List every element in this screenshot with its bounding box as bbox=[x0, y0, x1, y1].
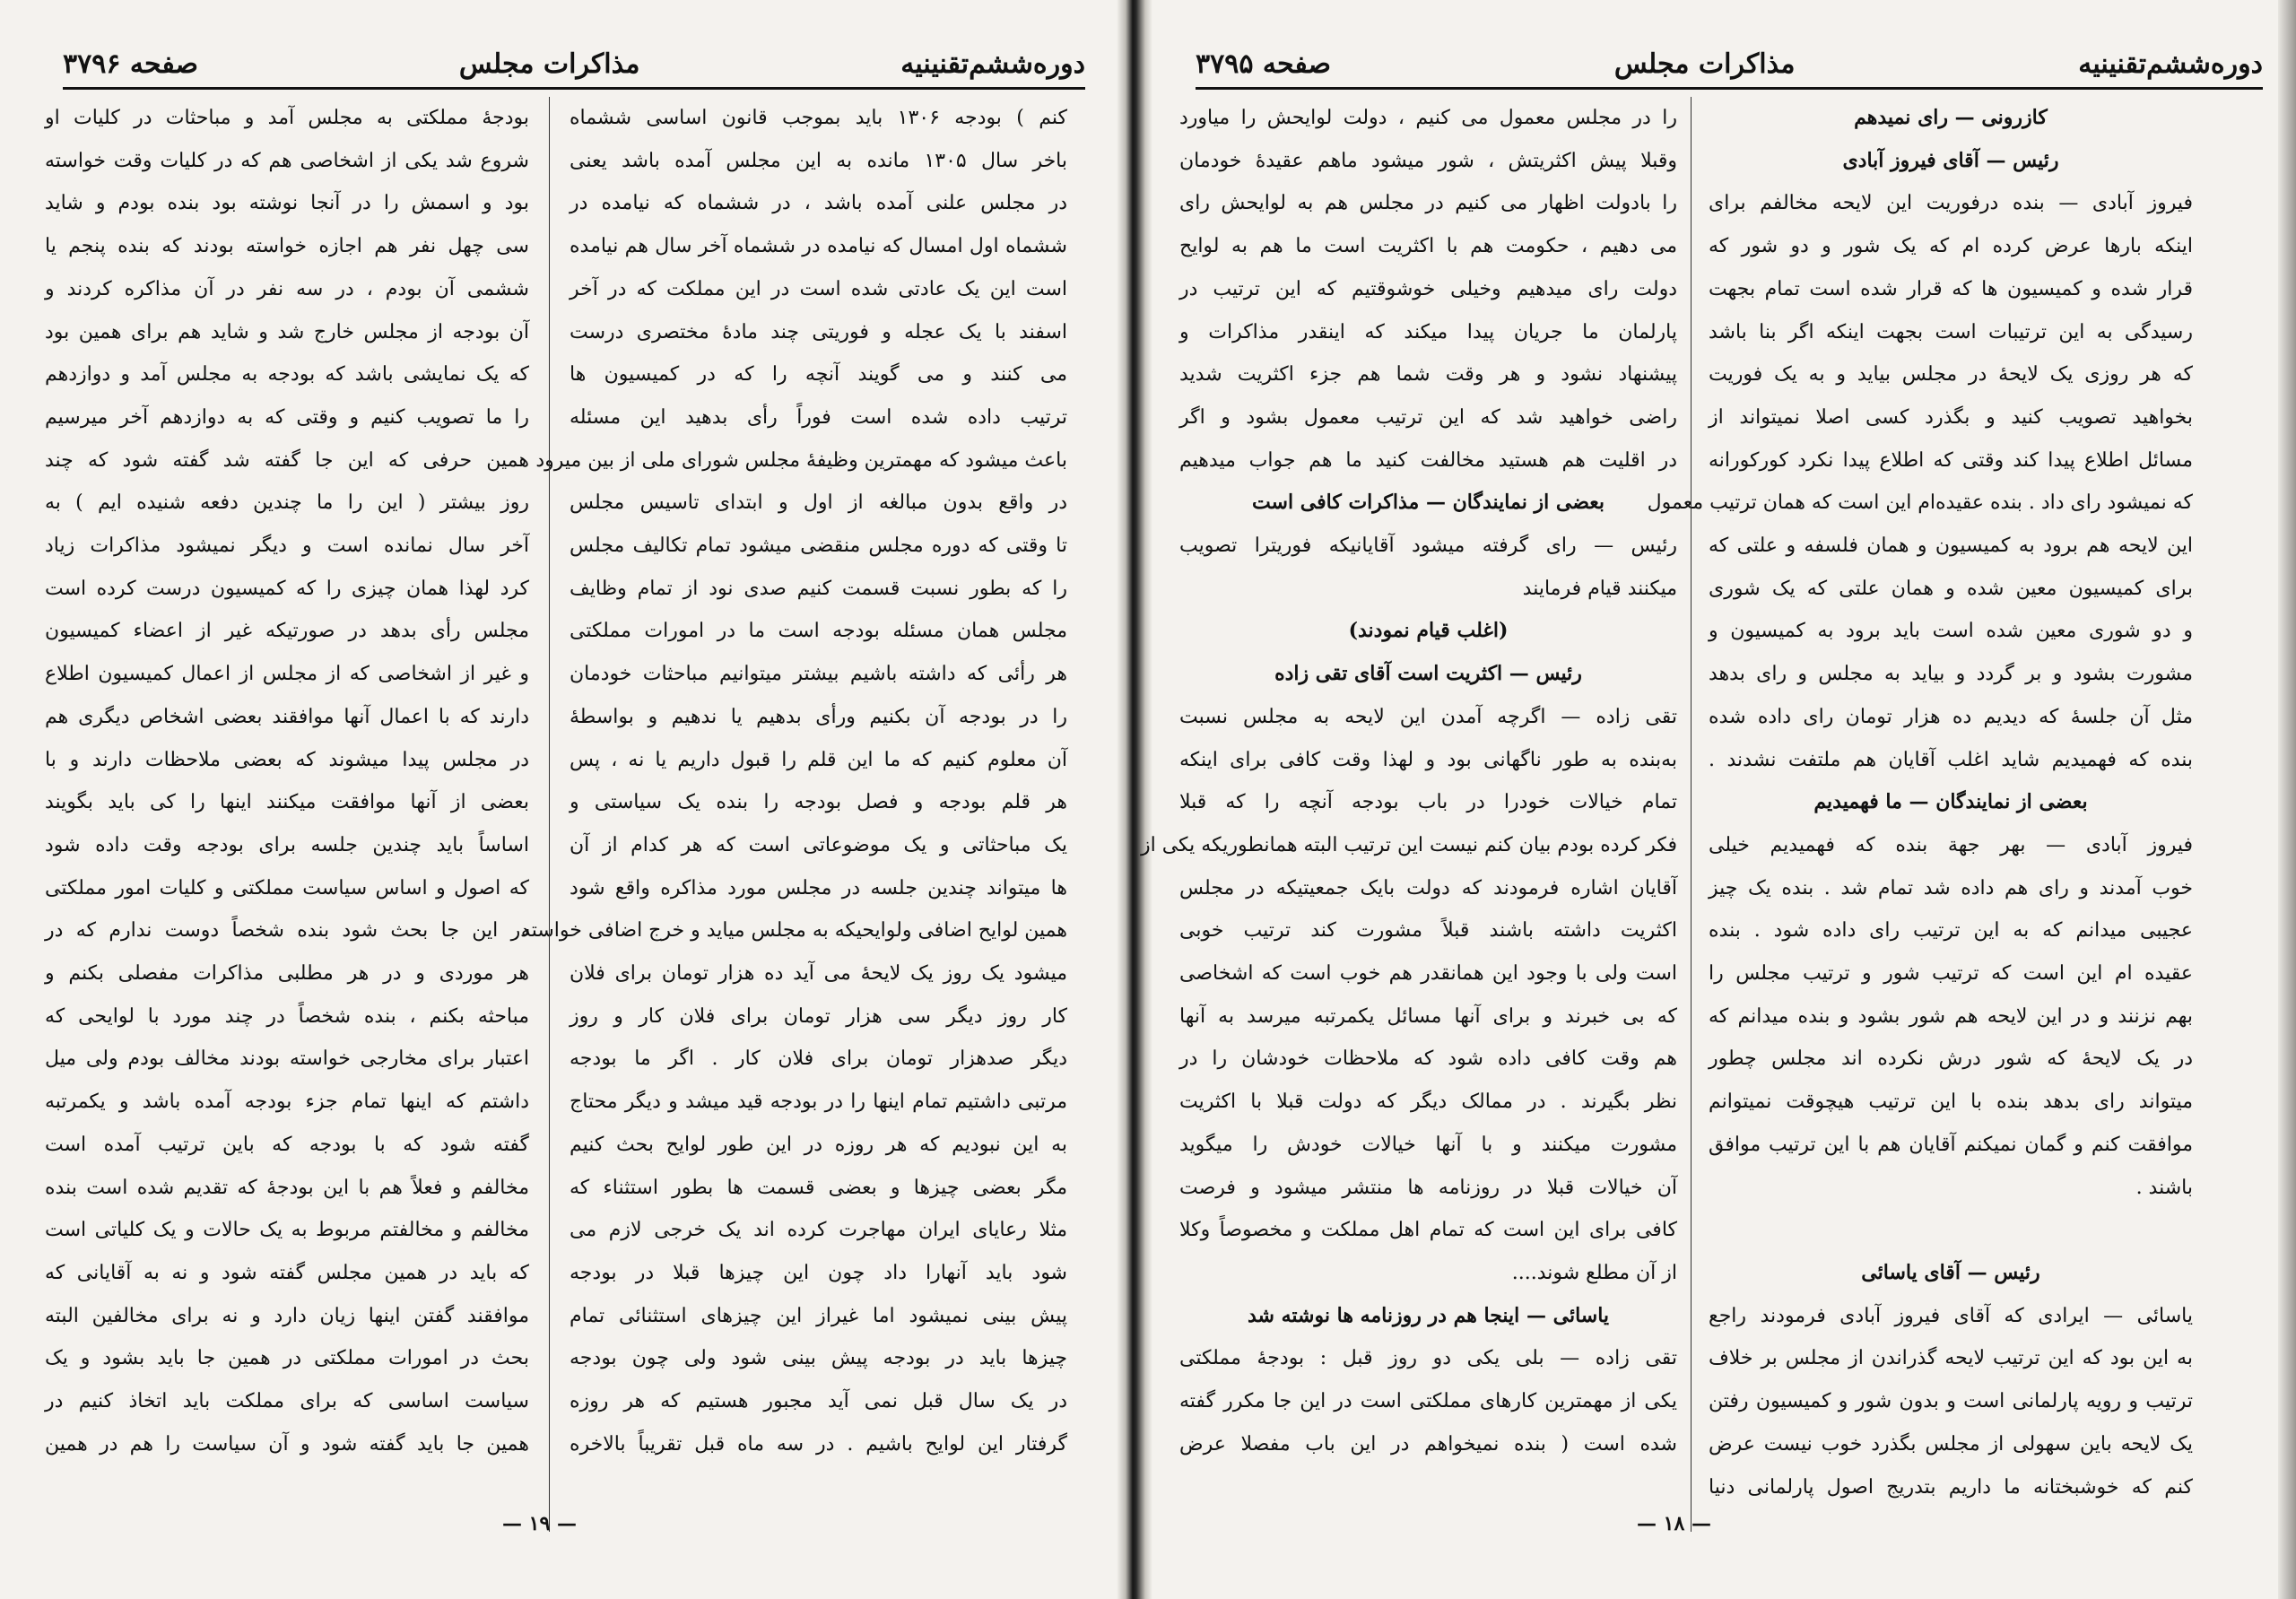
text-line: در یک لایحهٔ که شور درش نکرده اند مجلس چطور bbox=[1709, 1047, 2193, 1071]
text-line: تقی زاده — بلی یکی دو روز قبل : بودجهٔ مملکتی bbox=[1179, 1347, 1677, 1370]
text-line: بعضی از آنها موافقت میکنند اینها را کی باید بگویند bbox=[45, 791, 529, 814]
text-line: ششمی آن بودم ، در سه نفر در آن مذاکره کردند و bbox=[45, 277, 529, 300]
text-line: رسیدگی به این ترتیبات است بجهت اینکه اگر بنا باشد bbox=[1709, 320, 2193, 343]
text-line: می کنند و می گویند آنچه را که در کمیسیون ها bbox=[570, 363, 1067, 387]
text-line: پارلمان ما جریان پیدا میکند که اینقدر مذاکرات و bbox=[1179, 320, 1677, 343]
text-line: ترتیب و رویه پارلمانی است و بدون شور و کمیسیون رفتن bbox=[1709, 1390, 2193, 1413]
text-line: ششماه اول امسال که نیامده در ششماه آخر سال هم نیامده bbox=[570, 235, 1067, 258]
text-line: اسفند با یک عجله و فوریتی چند مادهٔ مختصری درست bbox=[570, 320, 1067, 343]
text-line: از آن مطلع شوند.... bbox=[1511, 1261, 1677, 1284]
header-rule bbox=[1196, 87, 2263, 90]
text-line: مگر بعضی چیزها و بعضی قسمت ها بطور استثناء که bbox=[570, 1176, 1067, 1199]
text-line: اکثریت داشته باشند قبلاً مشورت کند ترتیب خوبی bbox=[1179, 919, 1677, 943]
text-line: پیشنهاد نشود و هر وقت شما هم جزء اکثریت شدید bbox=[1179, 363, 1677, 387]
text-line: ها میتواند چندین جلسه در مجلس مورد مذاکره واقع شود bbox=[570, 876, 1067, 899]
text-line: اینکه بارها عرض کرده ام که یک شور و دو شور که bbox=[1709, 235, 2193, 258]
text-line: در مجلس پیدا میشوند که بعضی ملاحظات دارند و با bbox=[45, 748, 529, 771]
text-line: مخالفم و مخالفتم مربوط به یک حالات و یک کلیاتی است bbox=[45, 1219, 529, 1242]
text-line: یاسائی — اینجا هم در روزنامه ها نوشته شد bbox=[1247, 1303, 1610, 1327]
text-line: در این جا بحث شود بنده شخصاً دوست ندارم که در bbox=[45, 919, 529, 943]
left-page bbox=[0, 0, 1117, 1599]
text-line: نظر بگیرند . در ممالک دیگر که دولت قبلا با اکثریت bbox=[1179, 1091, 1677, 1114]
text-line: عجیبی میدانم که به این ترتیب رای داده شود . بنده bbox=[1709, 919, 2193, 943]
text-line: دارند که با اعمال آنها موافقند بعضی اشخاص دیگری هم bbox=[45, 705, 529, 728]
text-line: خوب آمدند و رای هم داده شد تمام شد . بنده یک چیز bbox=[1709, 876, 2193, 899]
text-line: را بادولت اظهار می کنیم در مجلس هم به لوایحش رای bbox=[1179, 192, 1677, 215]
text-line: و غیر از اشخاصی که از مجلس از اعمال کمیسیون اطلاع bbox=[45, 663, 529, 686]
text-line: (اغلب قیام نمودند) bbox=[1348, 619, 1509, 643]
text-line: سیاست اساسی که برای مملکت باید اتخاذ کنیم در bbox=[45, 1390, 529, 1413]
text-line: پیش بینی نمیشود اما غیراز این چیزهای استثنائی تمام bbox=[570, 1304, 1067, 1327]
header-rule bbox=[63, 87, 1085, 90]
text-line: بهم نزنند و در این لایحه هم شور بشود و بنده میدانم که bbox=[1709, 1004, 2193, 1028]
text-line: در واقع بدون مبالغه از اول و ابتدای تاسیس مجلس bbox=[570, 491, 1067, 515]
text-line: مرتبی داشتیم تمام اینها را در بودجه قید میشد و دیگر محتاج bbox=[570, 1091, 1067, 1114]
text-line: مجلس همان مسئله بودجه است ما در امورات مملکتی bbox=[570, 620, 1067, 643]
text-line: بودجهٔ مملکتی به مجلس آمد و مباحثات در کلیات او bbox=[45, 107, 529, 129]
text-line: مشورت میکنند و با آنها خیالات خودش را میگوید bbox=[1179, 1133, 1677, 1156]
text-line: اساساً باید چندین جلسه برای بودجه وقت داده شود bbox=[45, 833, 529, 856]
text-line: داشتم که اینها تمام جزء بودجه آمده باشد و یکمرتبه bbox=[45, 1091, 529, 1114]
left-column-right bbox=[520, 97, 1068, 1466]
text-line: میکنند قیام فرمایند bbox=[1522, 577, 1677, 600]
text-line: فکر کرده بودم بیان کنم نیست این ترتیب البته همانطوریکه یکی از bbox=[1140, 833, 1677, 856]
text-line: بنده که فهمیدیم شاید اغلب آقایان هم ملتفت نشدند . bbox=[1709, 748, 2193, 771]
text-line: هر قلم بودجه و فصل بودجه را بنده یک سیاستی و bbox=[570, 791, 1067, 814]
text-line: یکی از مهمترین کارهای مملکتی است در این جا مکرر گفته bbox=[1179, 1390, 1677, 1413]
text-line: رئیس — اکثریت است آقای تقی زاده bbox=[1274, 662, 1582, 686]
text-line: مجلس رأی بدهد در صورتیکه غیر از اعضاء کمیسیون bbox=[45, 620, 529, 643]
text-line: مخالفم و فعلاً هم با این بودجهٔ که تقدیم شده است بنده bbox=[45, 1176, 529, 1199]
text-line: رئیس — آقای فیروز آبادی bbox=[1842, 148, 2059, 172]
text-line: اعتبار برای مخارجی خواسته بودند مخالف بودم ولی میل bbox=[45, 1047, 529, 1071]
right-page-header bbox=[1196, 43, 2263, 84]
text-line: که بی خبرند و برای آنها مسائل یکمرتبه میرسد به آنها bbox=[1179, 1004, 1677, 1028]
text-line: را که بطور نسبت قسمت کنیم صدی نود از تمام وظایف bbox=[570, 577, 1067, 600]
folio: — ۱۸ — bbox=[1637, 1512, 1711, 1535]
text-line: آن بودجه از مجلس خارج شد و شاید هم برای همین بود bbox=[45, 320, 529, 343]
text-line: قرار شده و کمیسیون ها که قرار شده است تمام بجهت bbox=[1709, 277, 2193, 300]
text-line: همین جا باید گفته شود و آن سیاست را هم در همین bbox=[45, 1432, 529, 1456]
text-line: این لایحه هم برود به کمیسیون و همان فلسفه و علتی که bbox=[1709, 534, 2193, 558]
text-line: شود باید آنهارا داد چون این چیزها قبلا در بودجه bbox=[570, 1261, 1067, 1284]
text-line: باعث میشود که مهمترین وظیفهٔ مجلس شورای ملی از بین میرود bbox=[535, 448, 1067, 472]
page-number: صفحه ۳۷۹۶ bbox=[63, 48, 198, 80]
text-line: و دو شوری معین شده است باید برود به کمیسیون و bbox=[1709, 620, 2193, 643]
text-line: که اصول و اساس سیاست مملکتی و کلیات امور مملکتی bbox=[45, 876, 530, 899]
right-column-left bbox=[1140, 97, 1677, 1466]
text-line: بعضی از نمایندگان — ما فهمیدیم bbox=[1813, 790, 2088, 814]
text-line: میتواند رای بدهد بنده با این ترتیب هیچوقت نمیتوانم bbox=[1709, 1091, 2193, 1114]
text-line: فیروز آبادی — بهر جهة بنده که فهمیدیم خیلی bbox=[1709, 833, 2193, 856]
text-line: بخواهید تصویب کنید و بگذرد کسی اصلا نمیتواند از bbox=[1709, 405, 2193, 429]
text-line: گفته شود که با بودجه که باین ترتیب آمده است bbox=[45, 1133, 529, 1156]
text-line: که نمیشود رای داد . بنده عقیده‌ام این است که همان ترتیب معمول bbox=[1647, 491, 2193, 515]
page-number: صفحه ۳۷۹۵ bbox=[1196, 48, 1331, 80]
text-line: شده است ( بنده نمیخواهم در این باب مفصلا عرض bbox=[1179, 1432, 1677, 1456]
session-label: دوره‌ششم‌تقنینیه bbox=[2078, 48, 2263, 80]
text-line: به این بود که این ترتیب لایحه گذراندن از مجلس بر خلاف bbox=[1709, 1347, 2193, 1370]
text-line: مثل آن جلسهٔ که دیدیم ده هزار تومان رای داده شده bbox=[1709, 705, 2193, 728]
text-line: مشورت بشود و بر گردد و بیاید به مجلس و رای بدهد bbox=[1709, 663, 2193, 686]
text-line: به این نبودیم که هر روزه در این طور لوایح بحث کنیم bbox=[570, 1133, 1067, 1156]
session-label: دوره‌ششم‌تقنینیه bbox=[900, 48, 1085, 80]
text-line: آقایان اشاره فرمودند که دولت بایک جمعیتیکه در مجلس bbox=[1179, 876, 1677, 899]
text-line: به‌بنده به طور ناگهانی بود و لهذا وقت کافی برای اینکه bbox=[1179, 748, 1677, 771]
text-line: روز بیشتر ( این را ما چندین دفعه شنیده ایم ) به bbox=[45, 491, 529, 515]
text-line: در یک سال قبل نمی آید مجبور هستیم که هر روزه bbox=[570, 1390, 1067, 1413]
text-line: عقیده ام این است که ترتیب شور و ترتیب مجلس را bbox=[1709, 962, 2193, 986]
book-gutter bbox=[1117, 0, 1152, 1599]
text-line: گرفتار این لوایح باشیم . در سه ماه قبل تقریباً بالاخره bbox=[570, 1432, 1067, 1456]
text-line: میشود یک روز یک لایحهٔ می آید ده هزار تومان برای فلان bbox=[570, 962, 1067, 986]
running-title: مذاکرات مجلس bbox=[1613, 48, 1796, 80]
text-line: سی چهل نفر هم اجازه خواسته بودند که بنده پنجم یا bbox=[45, 235, 529, 258]
text-line: تمام خیالات خودرا در باب بودجه آنچه را که قبلا bbox=[1179, 791, 1677, 814]
text-line: در اقلیت هم هستید مخالفت کنید ما هم جواب میدهیم bbox=[1179, 448, 1677, 472]
text-line: مباحثه بکنم ، بنده شخصاً در چند مورد با لوایحی که bbox=[45, 1004, 529, 1028]
text-line: فیروز آبادی — بنده درفوریت این لایحه مخالفم برای bbox=[1709, 192, 2193, 215]
text-line: همین لوایح اضافی ولوایحیکه به مجلس میاید و خرج اضافی خواسته bbox=[520, 919, 1067, 943]
text-line: یاسائی — ایرادی که آقای فیروز آبادی فرمودند راجع bbox=[1709, 1304, 2193, 1327]
text-line: چیزها باید در بودجه پیش بینی شود ولی چون بودجه bbox=[570, 1347, 1067, 1370]
text-line: باخر سال ۱۳۰۵ مانده به این مجلس آمده باشد یعنی bbox=[570, 149, 1068, 172]
text-line: است این یک عادتی شده است در این مملکت که در آخر bbox=[570, 277, 1067, 300]
text-line: هر موردی و در هر مطلبی مذاکرات مفصلی بکنم و bbox=[45, 962, 529, 986]
text-line: رئیس — آقای یاسائی bbox=[1861, 1260, 2040, 1284]
text-line: کار روز دیگر سی هزار تومان برای فلان کار و روز bbox=[570, 1004, 1067, 1028]
right-page bbox=[1140, 0, 2296, 1599]
text-line: باشند . bbox=[2135, 1176, 2193, 1199]
text-line: کنم که خوشبختانه ما داریم بتدریج اصول پارلمانی دنیا bbox=[1709, 1475, 2193, 1499]
running-title: مذاکرات مجلس bbox=[458, 48, 640, 80]
text-line: که باید در همین مجلس گفته شود و نه به آقایانی که bbox=[45, 1261, 529, 1284]
text-line: بود و اسمش را در آنجا نوشته بود بنده بودم و شاید bbox=[45, 192, 529, 215]
text-line: را ما تصویب کنیم و وقتی که به دوازدهم آخر میرسیم bbox=[45, 405, 529, 429]
text-line: می دهیم ، حکومت هم با اکثریت است ما هم به لوایح bbox=[1179, 235, 1677, 258]
column-divider bbox=[1691, 97, 1692, 1532]
text-line: در مجلس علنی آمده باشد ، در ششماه که نیامده در bbox=[570, 192, 1067, 215]
text-line: که یک نمایشی باشد که بودجه به مجلس آمد و دوازدهم bbox=[45, 363, 529, 387]
text-line: آخر سال نمانده است و دیگر نمیشود مذاکرات زیاد bbox=[45, 534, 529, 558]
text-line: را در مجلس معمول می کنیم ، دولت لوایحش را میاورد bbox=[1179, 107, 1677, 129]
text-line: را در بودجه آن بکنیم ورأی بدهیم یا ندهیم و بواسطهٔ bbox=[570, 705, 1067, 728]
right-column-right bbox=[1647, 97, 2193, 1508]
text-line: برای کمیسیون معین شده و همان علتی که یک شوری bbox=[1709, 577, 2193, 600]
text-line: است ولی با وجود این همانقدر هم خوب است که اشخاصی bbox=[1179, 962, 1677, 986]
text-line: که هر روزی یک لایحهٔ در مجلس بیاید و به یک فوریت bbox=[1709, 363, 2193, 387]
left-column-left bbox=[45, 97, 529, 1466]
text-line: شروع شد یکی از اشخاصی هم که در کلیات وقت خواسته bbox=[45, 149, 529, 172]
text-line: کرد لهذا همان چیزی را که کمیسیون درست کرده است bbox=[45, 577, 529, 600]
text-line: هر رأئی که داشته باشیم بیشتر میتوانیم مباحثات خودمان bbox=[570, 663, 1067, 686]
text-line: بحث در امورات مملکتی در همین جا باید بشود و یک bbox=[45, 1347, 529, 1370]
text-line: آن معلوم کنیم که ما این قلم را قبول داریم یا نه ، پس bbox=[570, 748, 1067, 771]
text-line: راضی خواهید شد که این ترتیب معمول بشود و اگر bbox=[1179, 405, 1677, 429]
text-line: موافقند گفتن اینها زیان دارد و نه برای مخالفین البته bbox=[45, 1304, 529, 1327]
left-page-header bbox=[63, 43, 1085, 84]
text-line: موافقت کنم و گمان نمیکنم آقایان هم با این ترتیب موافق bbox=[1709, 1133, 2193, 1156]
text-line bbox=[1709, 1209, 2193, 1252]
folio: — ۱۹ — bbox=[502, 1512, 577, 1535]
text-line: دیگر صدهزار تومان برای فلان کار . اگر ما بودجه bbox=[570, 1047, 1067, 1071]
text-line: بعضی از نمایندگان — مذاکرات کافی است bbox=[1251, 491, 1605, 515]
text-line: مسائل اطلاع پیدا کند وقتی که اطلاع پیدا نکرد کورکورانه bbox=[1709, 448, 2193, 472]
text-line: هم وقت کافی داده شود که ملاحظات خودشان را در bbox=[1179, 1047, 1677, 1071]
text-line: کازرونی — رای نمیدهم bbox=[1854, 106, 2048, 129]
text-line: کنم ) بودجه ۱۳۰۶ باید بموجب قانون اساسی ششماه bbox=[570, 107, 1067, 129]
page-edge bbox=[2278, 0, 2296, 1599]
text-line: یک لایحه باین سهولی از مجلس بگذرد خوب نیست عرض bbox=[1709, 1432, 2193, 1456]
text-line: دولت رای میدهیم وخیلی خوشوقتیم که این ترتیب در bbox=[1179, 277, 1677, 300]
text-line: همین حرفی که این جا گفته شد گفته شود که چند bbox=[45, 448, 529, 472]
text-line: تقی زاده — اگرچه آمدن این لایحه به مجلس نسبت bbox=[1179, 705, 1677, 728]
text-line: ترتیب داده شده است فوراً رأی بدهید این مسئله bbox=[570, 405, 1067, 429]
text-line: کافی برای این است که تمام اهل مملکت و مخصوصاً وکلا bbox=[1179, 1219, 1677, 1242]
text-line: وقبلا پیش اکثریتش ، شور میشود ماهم عقیدهٔ خودمان bbox=[1179, 149, 1677, 172]
text-line: یک مباحثاتی و یک موضوعاتی است که هر کدام از آن bbox=[570, 833, 1067, 856]
text-line: آن خیالات قبلا در روزنامه ها منتشر میشود و فرصت bbox=[1179, 1176, 1677, 1199]
column-divider bbox=[549, 97, 550, 1532]
text-line: رئیس — رای گرفته میشود آقایانیکه فوریترا تصویب bbox=[1179, 534, 1677, 558]
text-line: تا وقتی که دوره مجلس منقضی میشود تمام تکالیف مجلس bbox=[570, 534, 1067, 558]
text-line: مثلا رعایای ایران مهاجرت کرده اند یک خرجی لازم می bbox=[570, 1219, 1067, 1242]
